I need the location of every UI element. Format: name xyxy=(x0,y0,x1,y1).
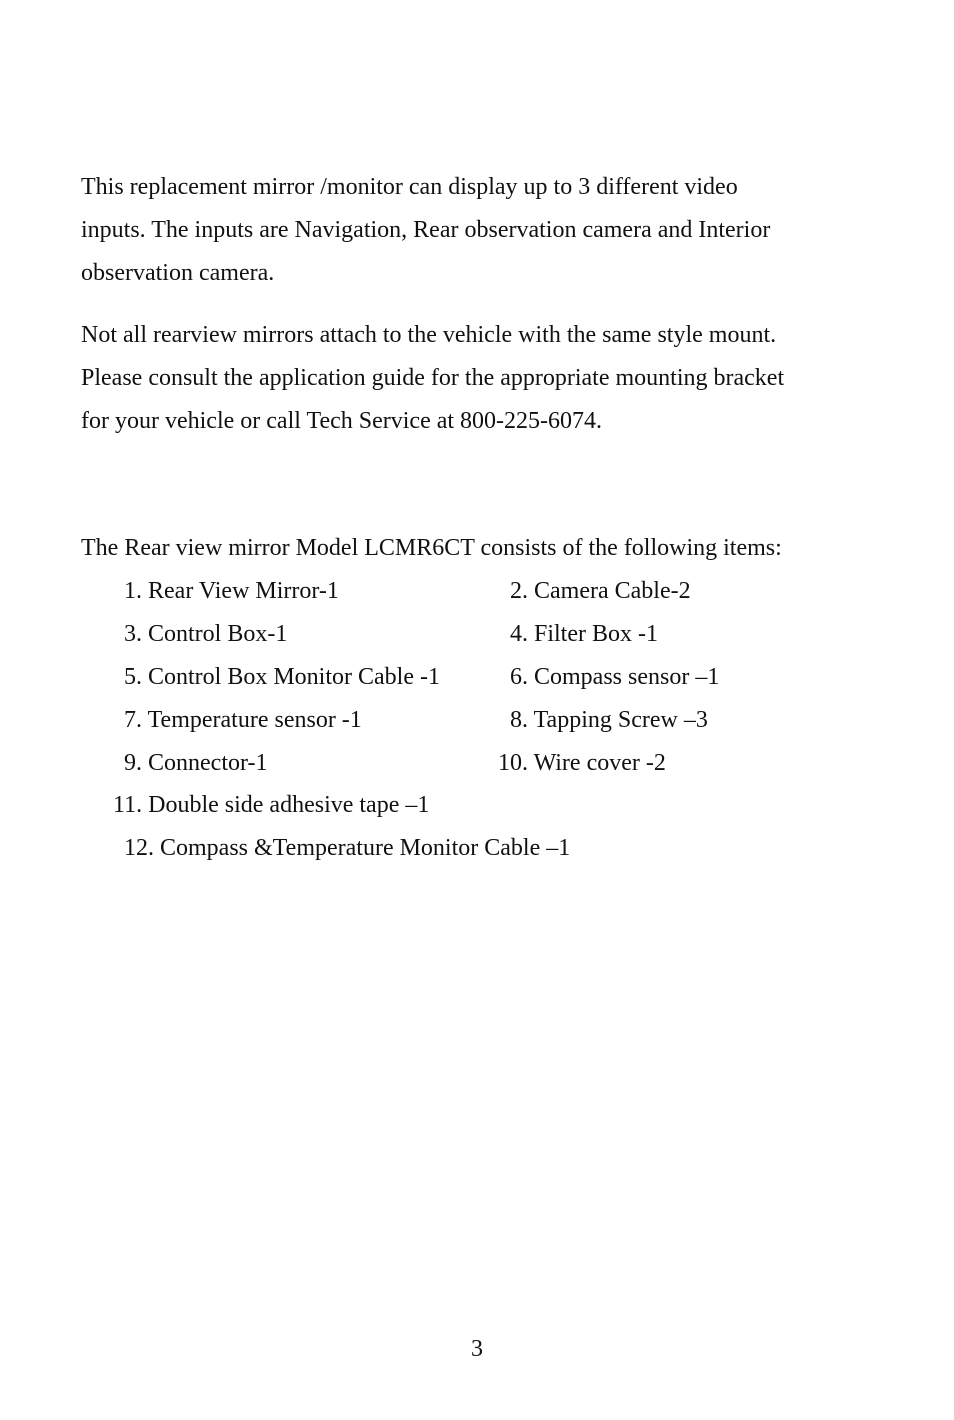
intro-paragraph-line: inputs. The inputs are Navigation, Rear observation camera and Interior xyxy=(81,217,771,243)
mounting-paragraph xyxy=(81,314,881,443)
list-item: 1. Rear View Mirror-1 xyxy=(124,578,339,604)
mounting-paragraph-line: for your vehicle or call Tech Service at 800-225-6074. xyxy=(81,408,603,434)
list-item: 3. Control Box-1 xyxy=(124,621,288,647)
list-item: 10. Wire cover -2 xyxy=(498,750,666,776)
list-item: 4. Filter Box -1 xyxy=(510,621,658,647)
list-item: 2. Camera Cable-2 xyxy=(510,578,691,604)
intro-paragraph-line: This replacement mirror /monitor can display up to 3 different video xyxy=(81,174,738,200)
list-item: 9. Connector-1 xyxy=(124,750,268,776)
mounting-paragraph-line: Not all rearview mirrors attach to the vehicle with the same style mount. xyxy=(81,322,777,348)
list-item: 6. Compass sensor –1 xyxy=(510,664,720,690)
list-item: 7. Temperature sensor -1 xyxy=(124,707,362,733)
list-item: 12. Compass &Temperature Monitor Cable –1 xyxy=(124,835,571,861)
page-number: 3 xyxy=(471,1336,483,1362)
intro-paragraph-line: observation camera. xyxy=(81,260,275,286)
list-item: 8. Tapping Screw –3 xyxy=(510,707,708,733)
list-item: 5. Control Box Monitor Cable -1 xyxy=(124,664,440,690)
mounting-paragraph-line: Please consult the application guide for the appropriate mounting bracket xyxy=(81,365,785,391)
intro-paragraph xyxy=(81,166,881,295)
items-intro: The Rear view mirror Model LCMR6CT consists of the following items: xyxy=(81,535,782,561)
list-item: 11. Double side adhesive tape –1 xyxy=(113,792,430,818)
